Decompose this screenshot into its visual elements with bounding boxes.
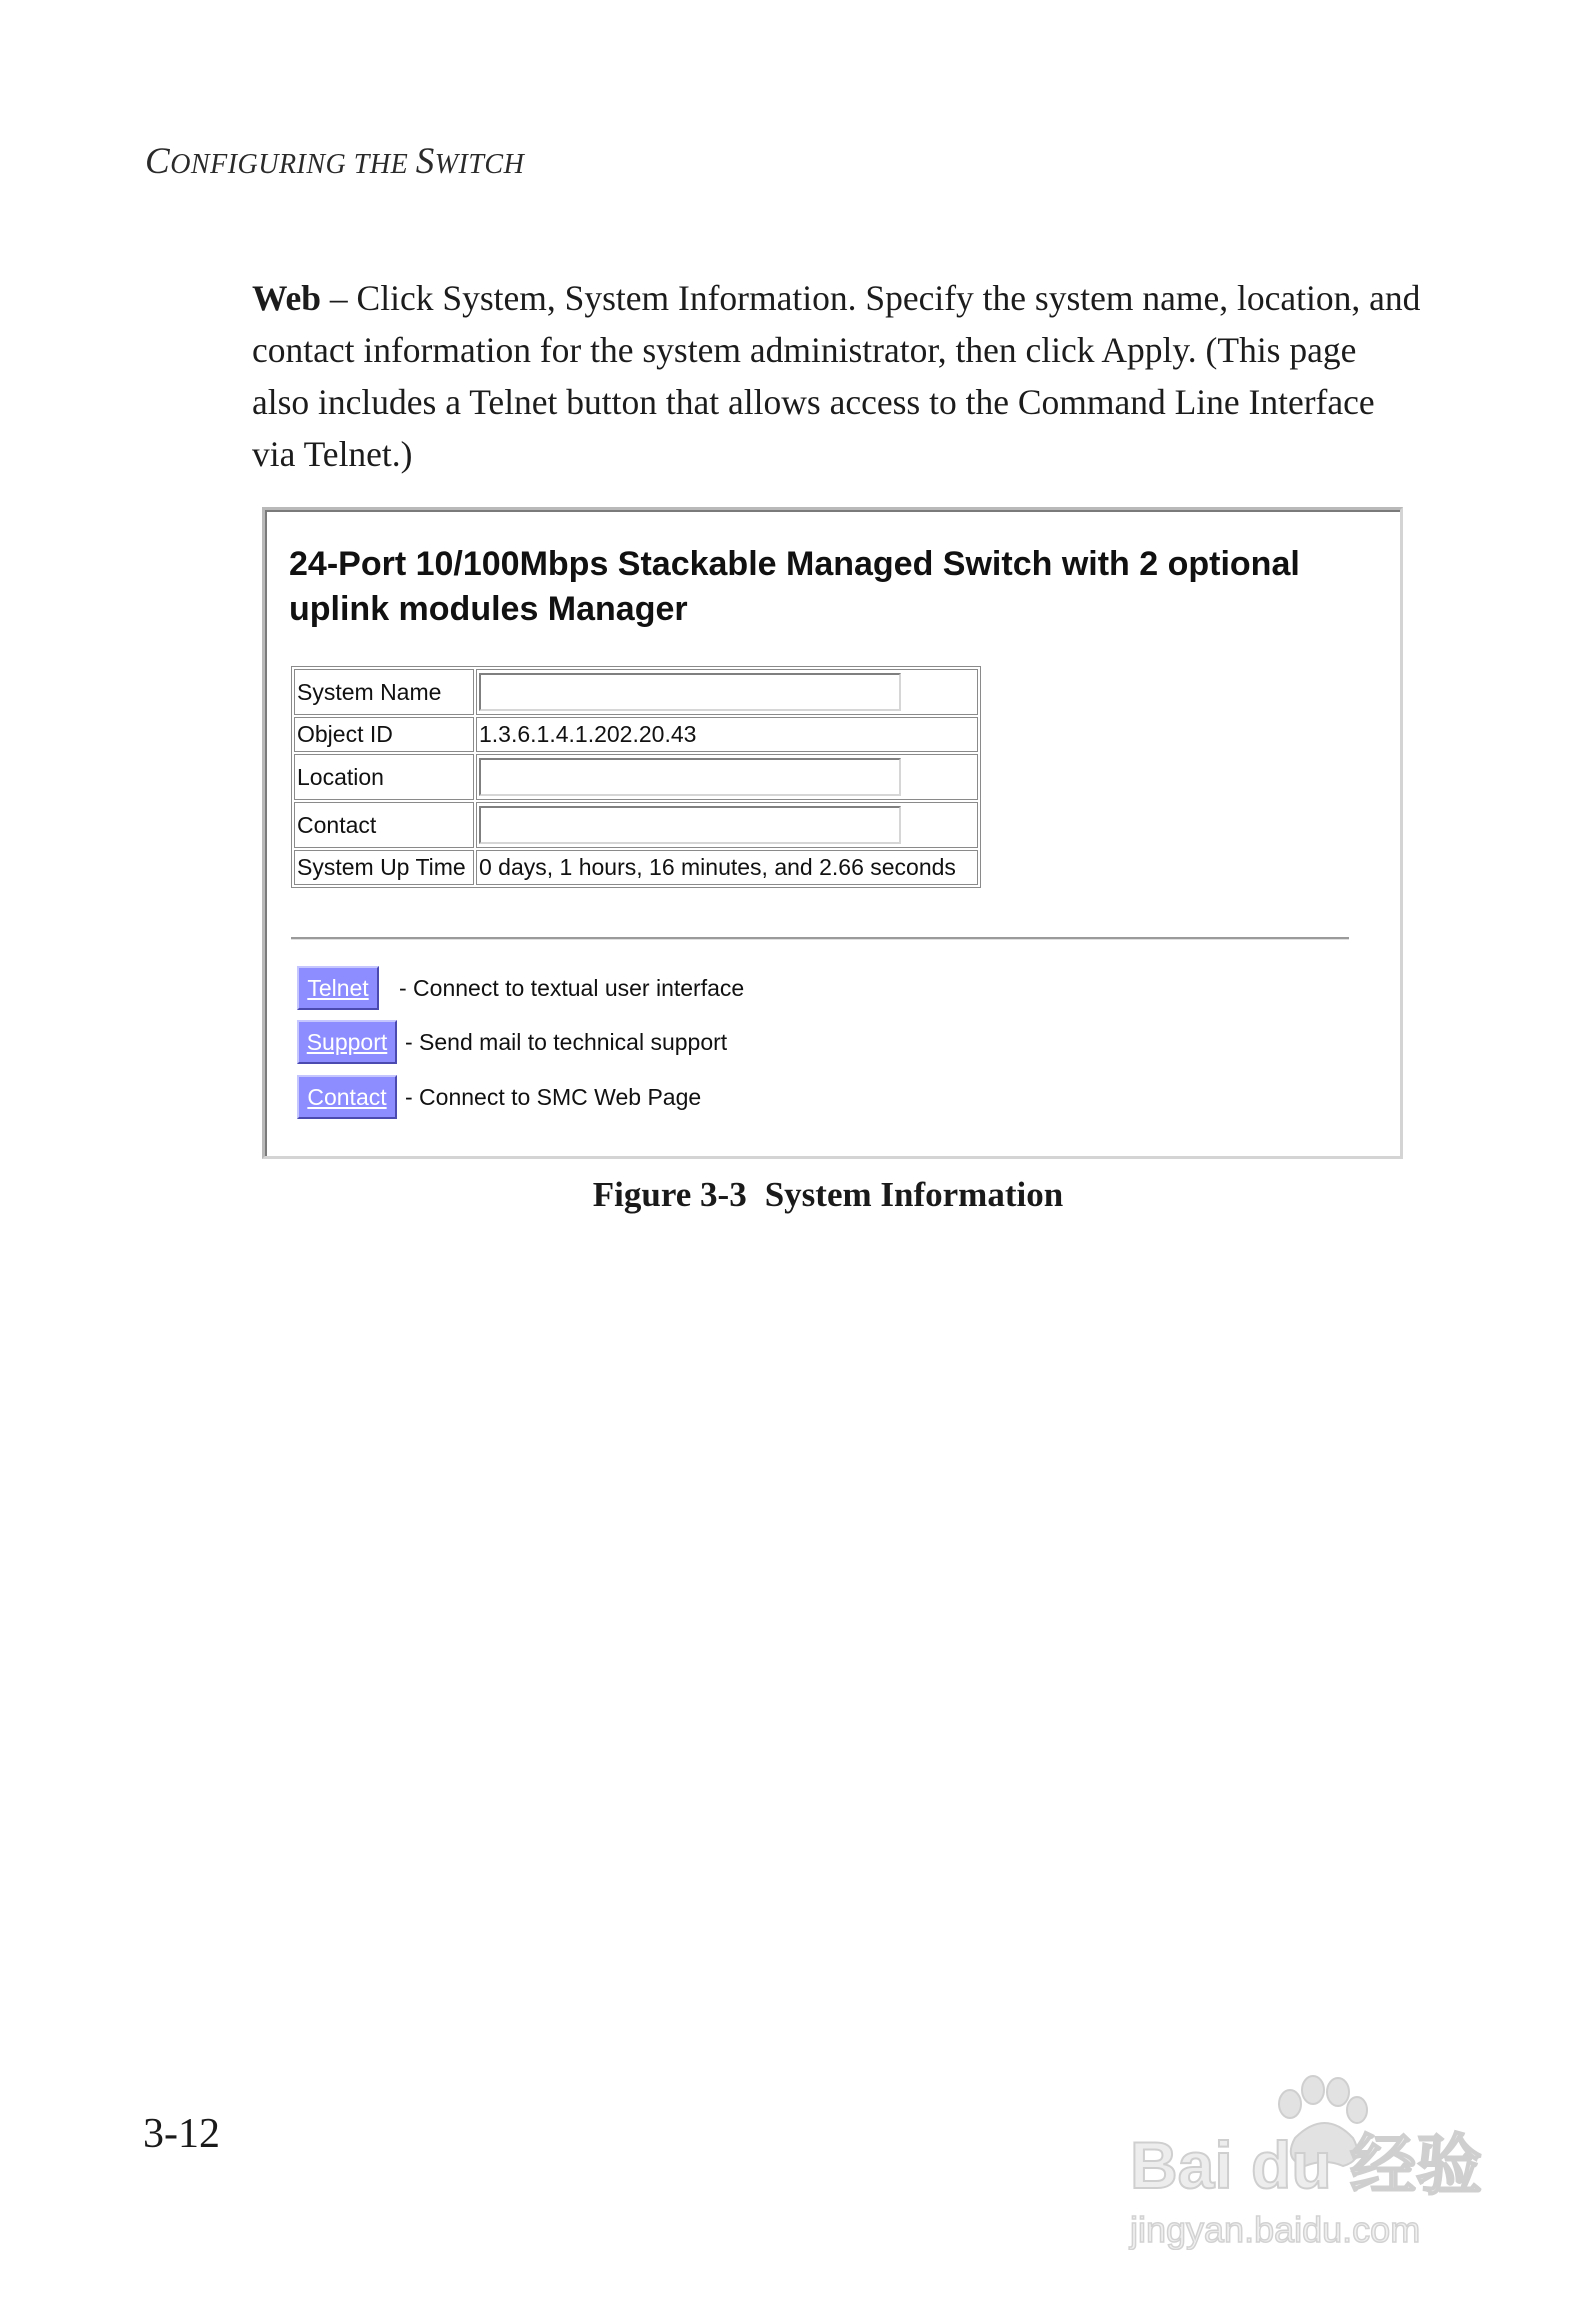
divider [291,937,1349,940]
system-name-input[interactable] [479,673,901,711]
svg-text:jingyan.baidu.com: jingyan.baidu.com [1130,2209,1421,2250]
running-head: CONFIGURING THE SWITCH [145,141,525,182]
object-id-label: Object ID [294,717,474,752]
contact-description: - Connect to SMC Web Page [405,1083,702,1110]
body-paragraph [252,272,1422,480]
table-row [294,802,978,848]
support-description: - Send mail to technical support [405,1028,728,1055]
table-row [294,717,978,752]
system-name-label: System Name [294,669,474,715]
manager-title: 24-Port 10/100Mbps Stackable Managed Switch with 2 optional uplink modules Manager [289,545,1300,628]
baidu-jingyan-watermark [1110,2060,1490,2250]
table-row [294,850,978,885]
figure-caption [0,1175,1584,1215]
screenshot-frame [262,507,1403,1159]
figure-number: Figure 3-3 [592,1175,747,1214]
telnet-description: - Connect to textual user interface [399,974,745,1001]
system-up-time-label: System Up Time [294,850,474,885]
paw-logo-icon [1110,2060,1490,2250]
svg-text:Bai du 经验: Bai du 经验 [1130,2128,1483,2202]
figure-title: System Information [764,1175,1064,1214]
location-label: Location [294,754,474,800]
support-button[interactable]: Support [297,1020,397,1064]
support-row [297,1020,727,1064]
object-id-value: 1.3.6.1.4.1.202.20.43 [476,717,978,752]
page-number: 3-12 [143,2111,220,2157]
table-row [294,754,978,800]
telnet-button[interactable]: Telnet [297,966,379,1010]
web-lead: Web [252,278,322,318]
contact-button[interactable]: Contact [297,1075,397,1119]
location-input[interactable] [479,758,901,796]
contact-row [297,1075,701,1119]
system-up-time-value: 0 days, 1 hours, 16 minutes, and 2.66 seconds [476,850,978,885]
system-info-table [291,666,981,888]
table-row [294,669,978,715]
contact-label: Contact [294,802,474,848]
body-text: – Click System, System Information. Specify the system name, location, and contact information for the system administrator, then click Apply. (This page also includes a Telnet button that allows access to the Command Line Interface via Telnet.) [252,278,1421,474]
contact-input[interactable] [479,806,901,844]
telnet-row [297,966,744,1010]
